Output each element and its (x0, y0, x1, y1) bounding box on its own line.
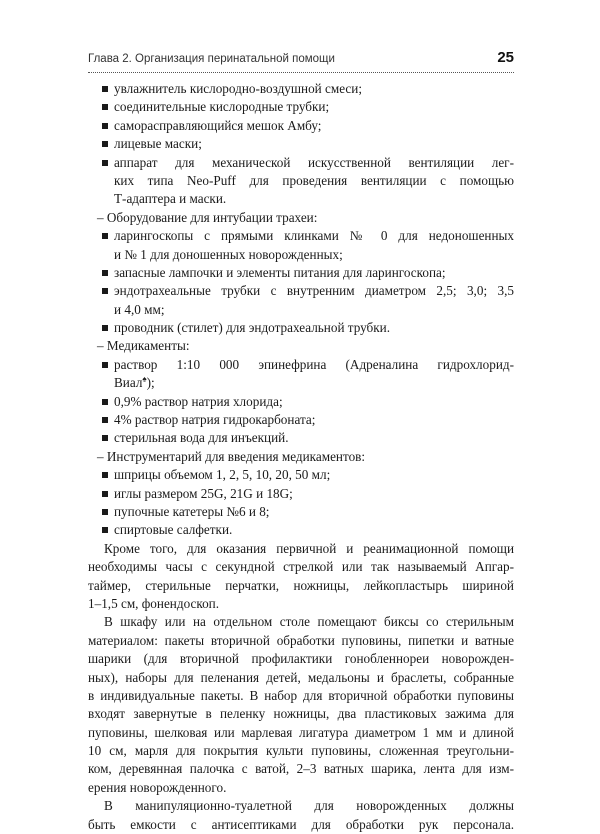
paragraph-first-line (88, 797, 514, 815)
bullet-square-icon (102, 160, 108, 166)
paragraph-line (88, 779, 514, 797)
line-text: проводник (стилет) для эндотрахеальной трубки. (114, 320, 391, 336)
line-text: лицевые маски; (114, 136, 202, 152)
line-text: и № 1 для доношенных новорожденных; (114, 246, 343, 262)
bullet-continuation-line (88, 190, 514, 208)
bullet-item-line (88, 393, 514, 411)
line-text: материалом: пакеты вторичной обработки пуповины, пипетки и ватные (88, 632, 514, 648)
line-text: 4% раствор натрия гидрокарбоната; (114, 412, 316, 428)
bullet-square-icon (102, 123, 108, 129)
bullet-square-icon (102, 491, 108, 497)
line-text: ларингоскопы с прямыми клинками № 0 для недоношенных (114, 228, 514, 244)
paragraph-first-line (88, 613, 514, 631)
bullet-item-line (88, 485, 514, 503)
bullet-square-icon (102, 527, 108, 533)
bullet-continuation-line (88, 246, 514, 264)
line-text: 0,9% раствор натрия хлорида; (114, 393, 283, 409)
bullet-item-line (88, 117, 514, 135)
bullet-square-icon (102, 288, 108, 294)
line-text: эндотрахеальные трубки с внутренним диаметром 2,5; 3,0; 3,5 (114, 283, 514, 299)
bullet-item-line (88, 356, 514, 374)
paragraph-line (88, 687, 514, 705)
line-text: стерильная вода для инъекций. (114, 430, 289, 446)
paragraph-line (88, 650, 514, 668)
bullet-square-icon (102, 509, 108, 515)
trademark-mark: ♠ (142, 374, 147, 384)
bullet-item-line (88, 319, 514, 337)
bullet-square-icon (102, 417, 108, 423)
line-text: соединительные кислородные трубки; (114, 99, 330, 115)
bullet-item-line (88, 135, 514, 153)
line-text: пуповины, шелковая или марлевая лигатура диаметром 1 мм и длиной (88, 724, 514, 740)
section-heading-line (88, 448, 514, 466)
bullet-continuation-line (88, 172, 514, 190)
bullet-item-line (88, 521, 514, 539)
line-text: пупочные катетеры №6 и 8; (114, 503, 270, 519)
bullet-item-line (88, 282, 514, 300)
bullet-item-line (88, 227, 514, 245)
line-text: – Инструментарий для введения медикаментов: (97, 448, 366, 464)
line-text-tail: ); (146, 375, 155, 391)
bullet-square-icon (102, 233, 108, 239)
paragraph-first-line (88, 540, 514, 558)
bullet-square-icon (102, 325, 108, 331)
line-text: необходимы часы с секундной стрелкой или так называемый Апгар- (88, 559, 514, 575)
line-text: – Оборудование для интубации трахеи: (97, 209, 318, 225)
line-text: шприцы объемом 1, 2, 5, 10, 20, 50 мл; (114, 467, 331, 483)
bullet-square-icon (102, 86, 108, 92)
body-text (88, 80, 514, 834)
line-text: ком, деревянная палочка с ватой, 2–3 ватных шарика, лента для изм- (88, 761, 514, 777)
bullet-item-line (88, 154, 514, 172)
line-text: саморасправляющийся мешок Амбу; (114, 117, 322, 133)
bullet-square-icon (102, 270, 108, 276)
bullet-item-line (88, 80, 514, 98)
line-text: раствор 1:10 000 эпинефрина (Адреналина гидрохлорид- (114, 356, 514, 372)
line-text: Т-адаптера и маски. (114, 191, 227, 207)
line-text: ных), наборы для пеленания детей, медальоны и браслеты, собранные (88, 669, 514, 685)
line-text: Кроме того, для оказания первичной и реанимационной помощи (104, 540, 514, 556)
line-text: таймер, стерильные перчатки, ножницы, лейкопластырь шириной (88, 577, 514, 593)
paragraph-line (88, 760, 514, 778)
bullet-item-line (88, 98, 514, 116)
paragraph-line (88, 742, 514, 760)
bullet-item-line (88, 411, 514, 429)
paragraph-line (88, 632, 514, 650)
section-heading-line (88, 209, 514, 227)
line-text: входят завернутые в пеленку ножницы, два пластиковых зажима для (88, 706, 514, 722)
section-heading-line (88, 337, 514, 355)
line-text: спиртовые салфетки. (114, 522, 233, 538)
chapter-title: Глава 2. Организация перинатальной помощи (88, 53, 335, 65)
bullet-continuation-line (88, 301, 514, 319)
paragraph-line (88, 577, 514, 595)
paragraph-line (88, 669, 514, 687)
line-text: в индивидуальные пакеты. В набор для вторичной обработки пуповины (88, 687, 514, 703)
bullet-square-icon (102, 104, 108, 110)
bullet-item-line (88, 429, 514, 447)
bullet-item-line (88, 264, 514, 282)
paragraph-line (88, 595, 514, 613)
paragraph-line (88, 705, 514, 723)
line-text: ерения новорожденного. (88, 779, 227, 795)
bullet-item-line (88, 503, 514, 521)
line-text: быть емкости с антисептиками для обработки рук персонала. (88, 816, 514, 832)
line-text: увлажнитель кислородно-воздушной смеси; (114, 81, 362, 96)
line-text: иглы размером 25G, 21G и 18G; (114, 485, 293, 501)
bullet-square-icon (102, 472, 108, 478)
line-text: В шкафу или на отдельном столе помещают биксы со стерильным (104, 614, 514, 630)
paragraph-line (88, 816, 514, 834)
line-text: – Медикаменты: (97, 338, 190, 354)
bullet-continuation-line (88, 374, 514, 392)
line-text: и 4,0 мм; (114, 301, 165, 317)
line-text: 10 см, марля для покрытия культи пуповины, сложенная треугольни- (88, 743, 514, 759)
line-text: запасные лампочки и элементы питания для ларингоскопа; (114, 264, 446, 280)
line-text: В манипуляционно-туалетной для новорожденных должны (104, 798, 514, 814)
bullet-square-icon (102, 399, 108, 405)
bullet-square-icon (102, 141, 108, 147)
bullet-square-icon (102, 362, 108, 368)
line-text: шарики (для вторичной профилактики гонобленнореи новорожден- (88, 651, 514, 667)
page-number: 25 (497, 49, 514, 66)
bullet-item-line (88, 466, 514, 484)
line-text: Виал (114, 375, 143, 391)
paragraph-line (88, 724, 514, 742)
bullet-square-icon (102, 435, 108, 441)
running-header (88, 50, 514, 73)
line-text: аппарат для механической искусственной вентиляции лег- (114, 154, 514, 170)
line-text: ких типа Neo-Puff для проведения вентиляции с помощью (114, 172, 514, 188)
line-text: 1–1,5 см, фонендоскоп. (88, 595, 220, 611)
paragraph-line (88, 558, 514, 576)
